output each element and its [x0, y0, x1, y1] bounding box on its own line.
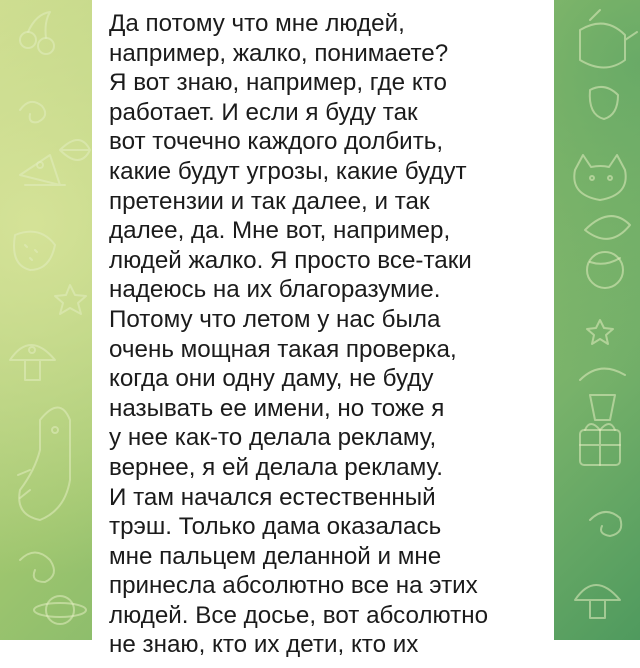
message-line: какие будут угрозы, какие будут [109, 157, 467, 185]
message-line: людей. Все досье, вот абсолютно [109, 601, 489, 629]
message-line: И там начался естественный [109, 483, 436, 511]
message-text [109, 9, 554, 660]
message-line: работает. И если я буду так [109, 98, 418, 126]
message-line: вот точечно каждого долбить, [109, 128, 444, 156]
message-line: надеюсь на их благоразумие. [109, 276, 441, 304]
message-line: у нее как-то делала рекламу, [109, 424, 437, 452]
message-line: далее, да. Мне вот, например, [109, 217, 451, 245]
message-line: очень мощная такая проверка, [109, 335, 457, 363]
message-line: претензии и так далее, и так [109, 187, 430, 215]
message-line: Потому что летом у нас была [109, 305, 441, 333]
message-line: называть ее имени, но тоже я [109, 394, 445, 422]
message-line: принесла абсолютно все на этих [109, 572, 478, 600]
message-line: например, жалко, понимаете? [109, 39, 449, 67]
message-line: мне пальцем деланной и мне [109, 542, 442, 570]
message-bubble[interactable] [92, 0, 554, 668]
message-line: людей жалко. Я просто все-таки [109, 246, 472, 274]
message-line: Я вот знаю, например, где кто [109, 69, 447, 97]
message-line: трэш. Только дама оказалась [109, 513, 442, 541]
message-line: Да потому что мне людей, [109, 10, 405, 37]
message-line: когда они одну даму, не буду [109, 365, 434, 393]
message-line: не знаю, кто их дети, кто их [109, 631, 419, 659]
message-line: вернее, я ей делала рекламу. [109, 453, 443, 481]
